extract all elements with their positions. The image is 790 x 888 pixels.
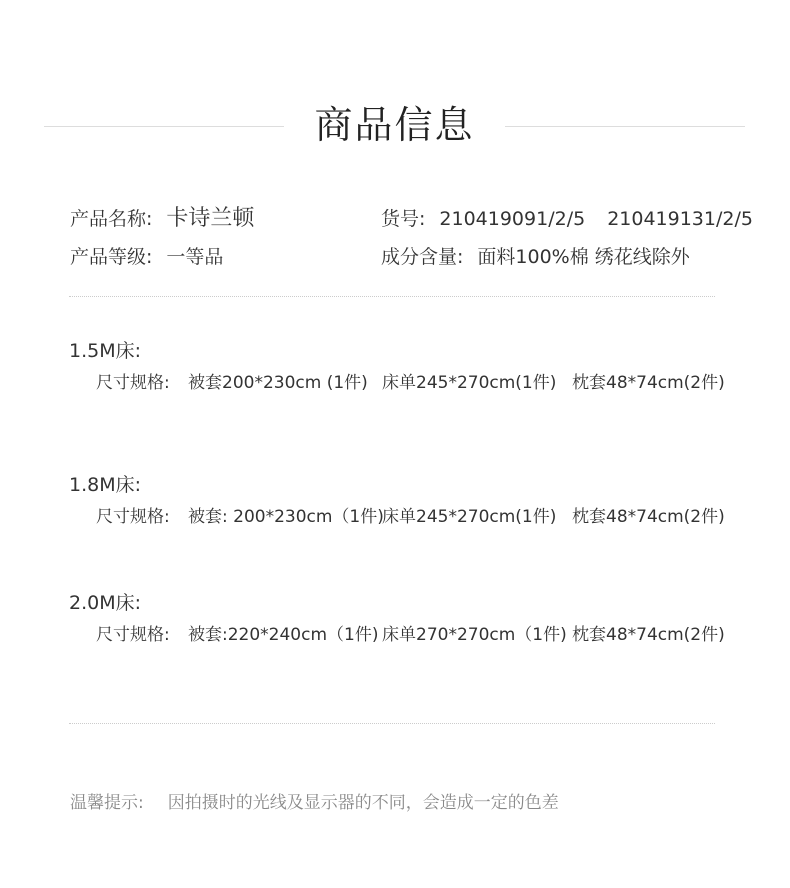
quilt-cover-spec: 被套: 200*230cm（1件) bbox=[188, 507, 384, 527]
color-disclaimer bbox=[70, 790, 559, 816]
product-name-row bbox=[70, 206, 254, 232]
spec-label: 尺寸规格: bbox=[96, 373, 170, 393]
size-heading-1-5m: 1.5M床: bbox=[69, 340, 142, 362]
product-grade-row bbox=[70, 244, 223, 270]
section-header bbox=[0, 98, 790, 158]
divider-top bbox=[69, 296, 715, 297]
header-divider-right bbox=[505, 126, 745, 127]
bed-sheet-spec: 床单270*270cm（1件) bbox=[382, 625, 567, 645]
size-spec-row-1-8m bbox=[96, 505, 725, 529]
page-title: 商品信息 bbox=[314, 103, 475, 147]
product-code-label: 货号: bbox=[381, 208, 426, 230]
product-grade-value: 一等品 bbox=[166, 246, 224, 268]
product-code-value-1: 210419091/2/5 bbox=[439, 208, 586, 230]
quilt-cover-spec: 被套200*230cm (1件) bbox=[188, 373, 368, 393]
material-value: 面料100%棉 绣花线除外 bbox=[477, 246, 690, 268]
size-heading-1-8m: 1.8M床: bbox=[69, 474, 142, 496]
pillowcase-spec: 枕套48*74cm(2件) bbox=[572, 373, 725, 393]
product-code-value-2: 210419131/2/5 bbox=[607, 208, 753, 230]
size-heading-2-0m: 2.0M床: bbox=[69, 592, 142, 614]
bed-sheet-spec: 床单245*270cm(1件) bbox=[382, 507, 557, 527]
spec-label: 尺寸规格: bbox=[96, 507, 170, 527]
product-name-value: 卡诗兰顿 bbox=[166, 206, 255, 231]
note-label: 温馨提示: bbox=[70, 793, 144, 813]
material-row bbox=[381, 244, 690, 270]
size-spec-row-2-0m bbox=[96, 623, 725, 647]
header-divider-left bbox=[44, 126, 284, 127]
quilt-cover-spec: 被套:220*240cm（1件) bbox=[188, 625, 379, 645]
pillowcase-spec: 枕套48*74cm(2件) bbox=[572, 507, 725, 527]
product-code-row bbox=[381, 206, 753, 232]
spec-label: 尺寸规格: bbox=[96, 625, 170, 645]
pillowcase-spec: 枕套48*74cm(2件) bbox=[572, 625, 725, 645]
material-label: 成分含量: bbox=[381, 246, 464, 268]
product-grade-label: 产品等级: bbox=[70, 246, 153, 268]
bed-sheet-spec: 床单245*270cm(1件) bbox=[382, 373, 557, 393]
note-text: 因拍摄时的光线及显示器的不同，会造成一定的色差 bbox=[167, 793, 559, 813]
divider-bottom bbox=[69, 723, 715, 724]
size-spec-row-1-5m bbox=[96, 371, 725, 395]
product-name-label: 产品名称: bbox=[70, 208, 153, 230]
